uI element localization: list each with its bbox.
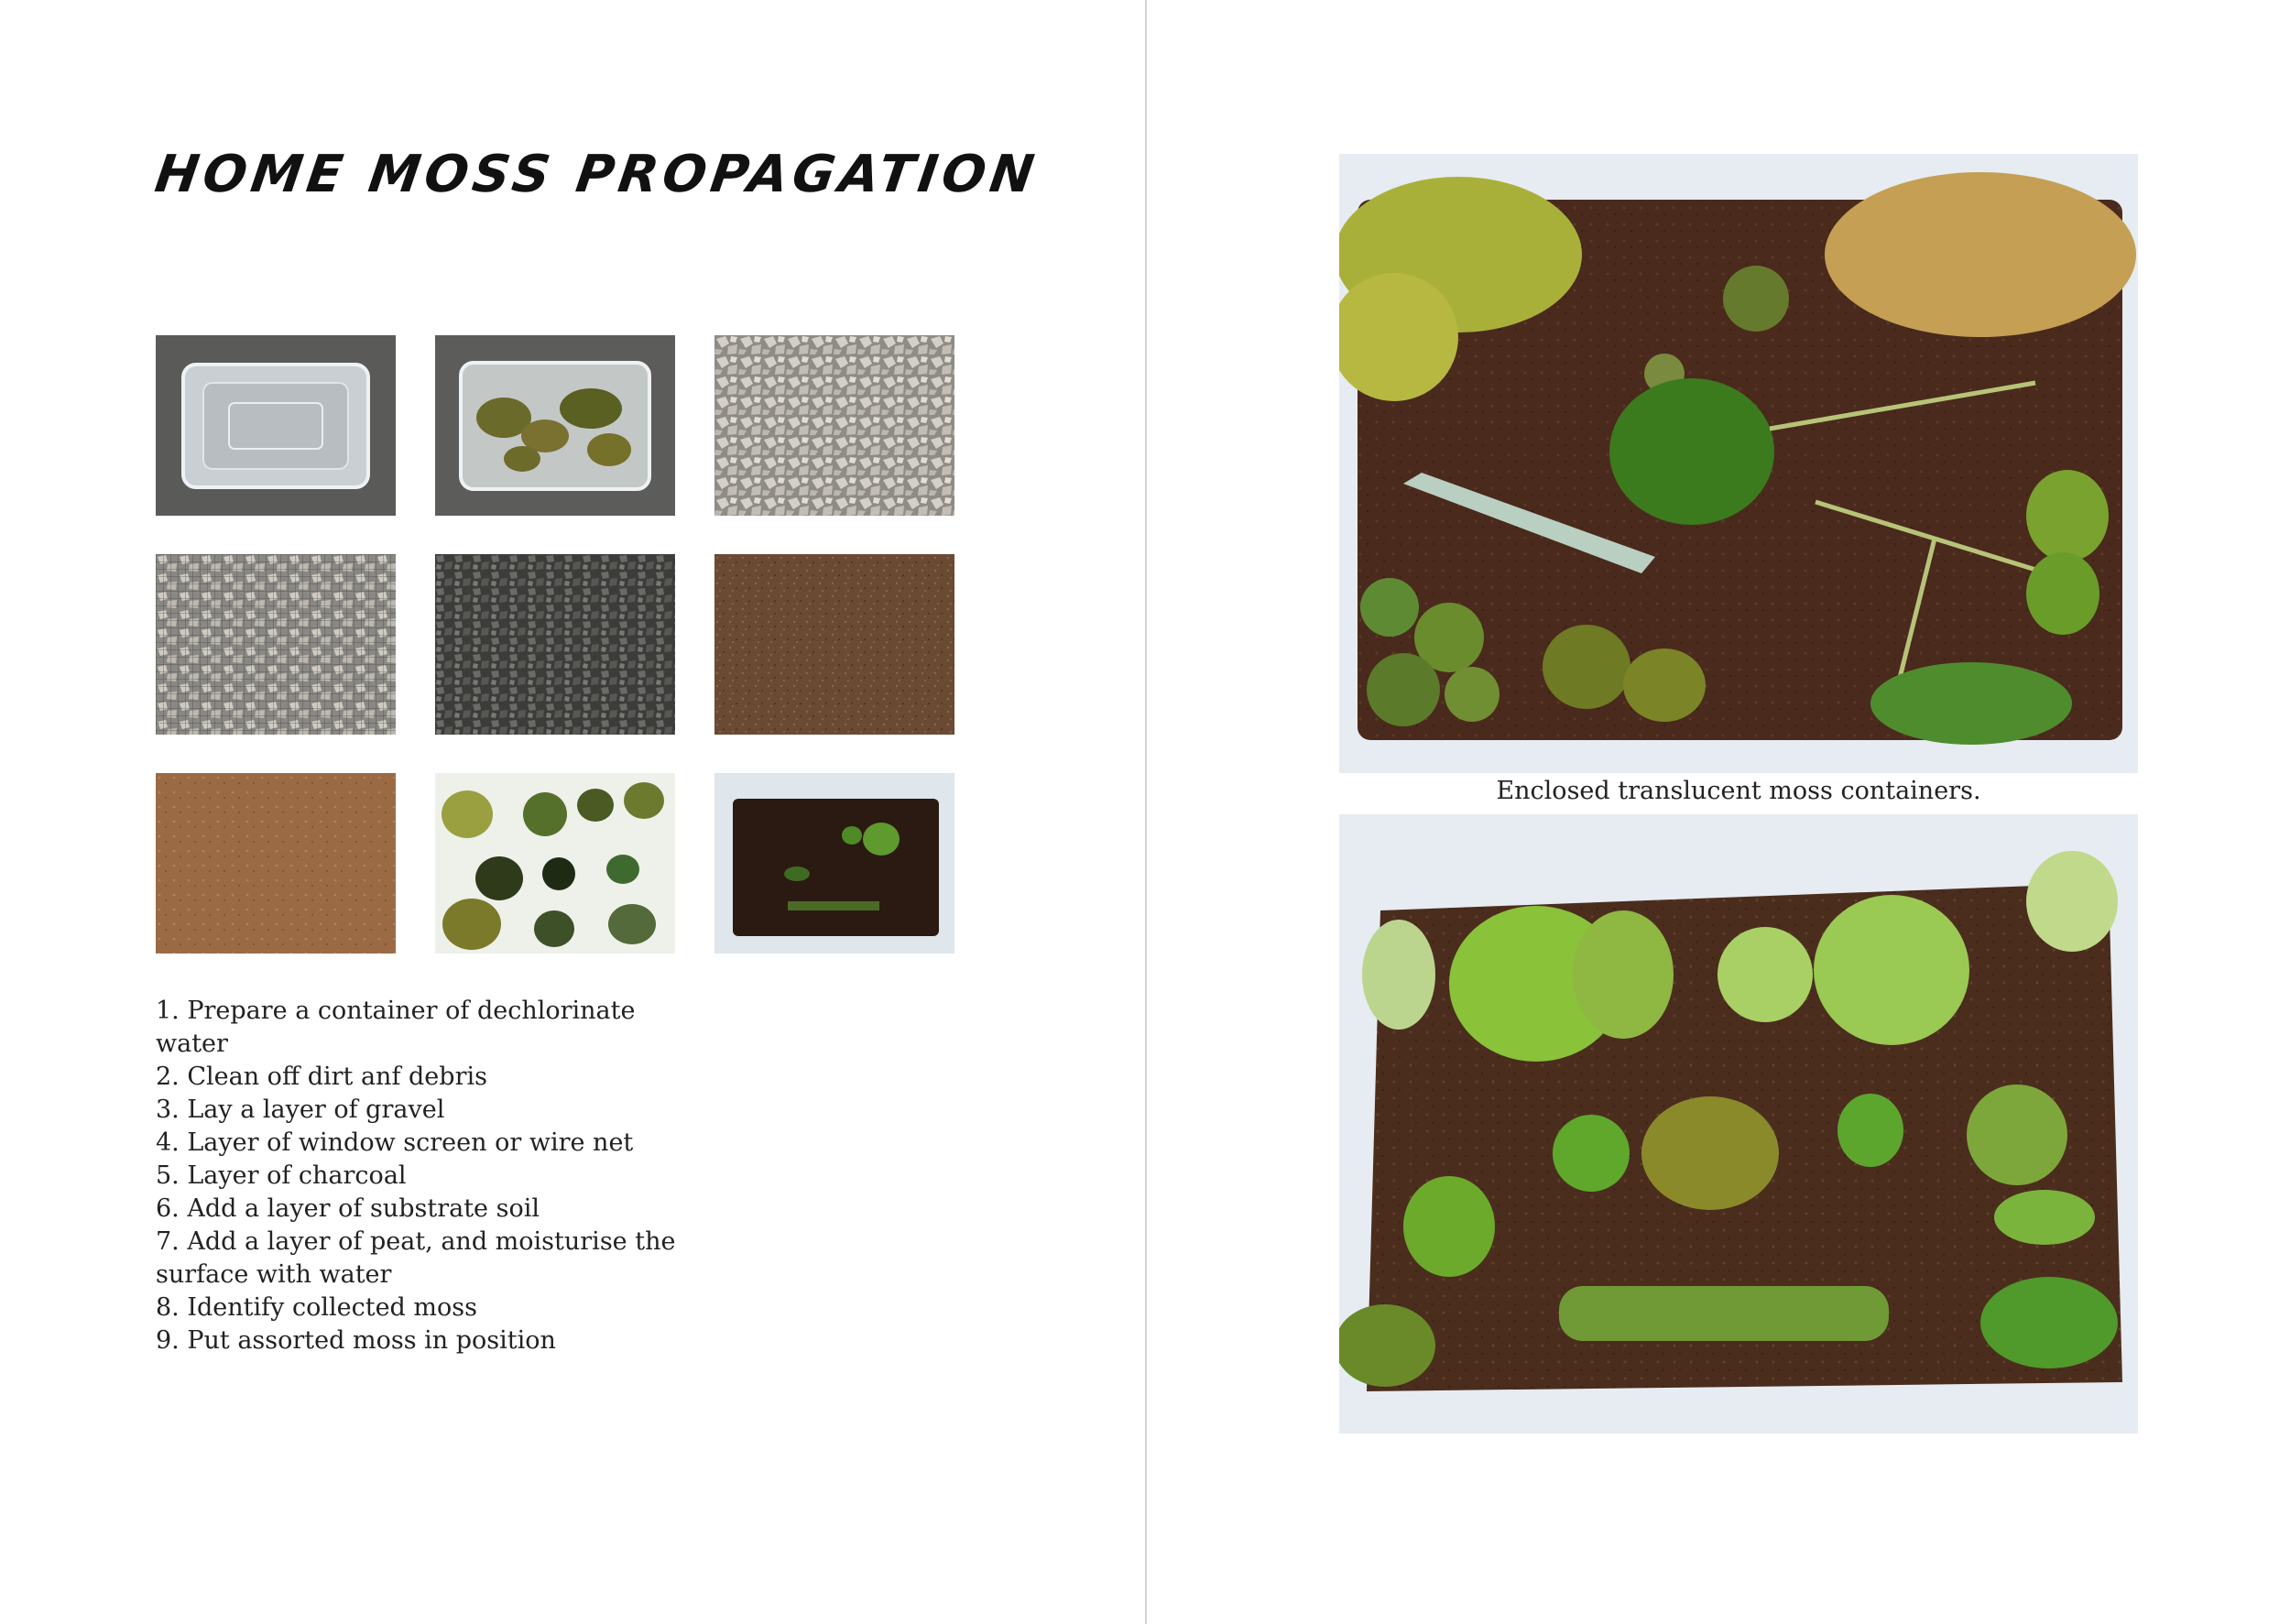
moss-container-photo-bottom bbox=[1339, 814, 2138, 1433]
step-photo-empty-container bbox=[156, 335, 396, 516]
steps-list bbox=[156, 995, 705, 1357]
step-item: 1. Prepare a container of dechlorinate water bbox=[156, 997, 636, 1058]
step-item: 4. Layer of window screen or wire net bbox=[156, 1128, 634, 1157]
step-item: 9. Put assorted moss in position bbox=[156, 1326, 556, 1355]
step-item: 8. Identify collected moss bbox=[156, 1293, 477, 1322]
step-photo-wire-net bbox=[156, 554, 396, 735]
step-photo-substrate-soil bbox=[714, 554, 954, 735]
step-item: 7. Add a layer of peat, and moisturise the surface with water bbox=[156, 1227, 676, 1289]
step-item: 5. Layer of charcoal bbox=[156, 1161, 407, 1190]
page-title: HOME MOSS PROPAGATION bbox=[151, 145, 1042, 204]
step-photo-peat bbox=[156, 773, 396, 954]
moss-container-photo-top bbox=[1339, 154, 2138, 773]
step-photo-assorted-moss bbox=[714, 773, 954, 954]
photo-caption: Enclosed translucent moss containers. bbox=[1496, 777, 1981, 805]
step-photo-gravel bbox=[714, 335, 954, 516]
step-photo-charcoal bbox=[435, 554, 675, 735]
step-photo-collected-moss bbox=[435, 773, 675, 954]
step-item: 3. Lay a layer of gravel bbox=[156, 1095, 445, 1124]
step-photo-water-moss bbox=[435, 335, 675, 516]
step-item: 6. Add a layer of substrate soil bbox=[156, 1194, 540, 1223]
step-item: 2. Clean off dirt anf debris bbox=[156, 1063, 487, 1091]
